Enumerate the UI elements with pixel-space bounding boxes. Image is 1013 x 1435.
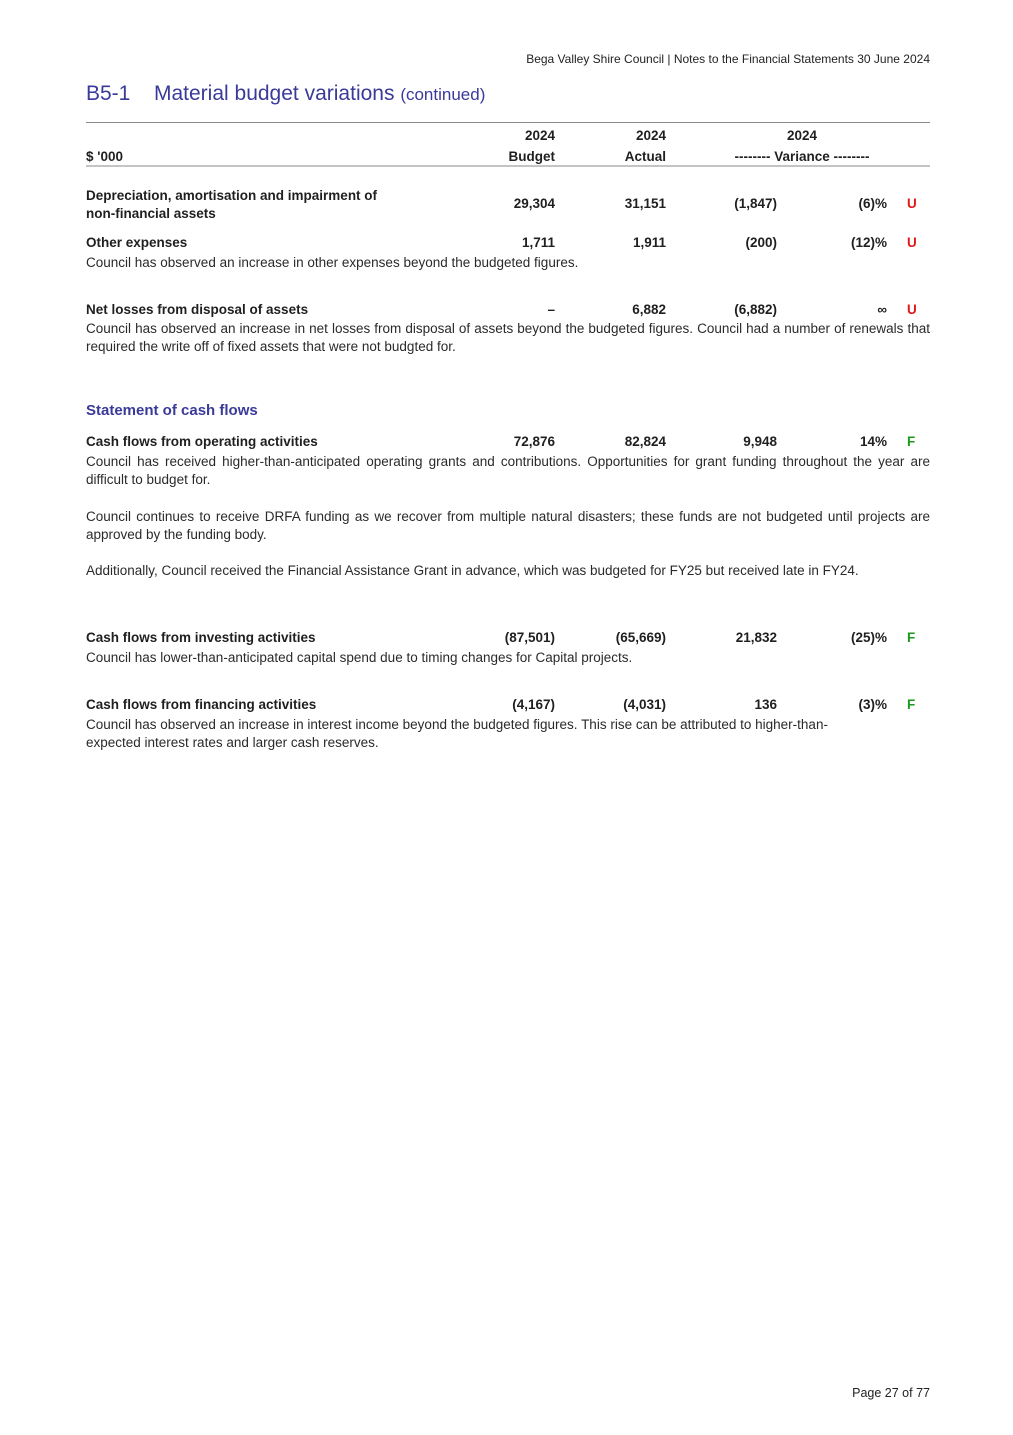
operating-actual: 82,824 <box>624 434 666 449</box>
row-label-operating: Cash flows from operating activities <box>86 434 318 449</box>
page-number: Page 27 of 77 <box>852 1386 930 1400</box>
variance-label-header: -------- Variance -------- <box>734 149 870 164</box>
section-title-text: Material budget variations <box>154 82 395 105</box>
table-header-bottom-rule <box>86 165 930 167</box>
financing-variance: 136 <box>754 697 777 712</box>
operating-note-2: Council continues to receive DRFA funding as we recover from multiple natural disasters; these funds are not budgeted until projects are approved by the funding body. <box>86 509 930 542</box>
net-losses-variance: (6,882) <box>734 302 777 317</box>
other-expenses-flag: U <box>907 235 917 250</box>
financing-note: Council has observed an increase in interest income beyond the budgeted figures. This rise can be attributed to higher-than-expected interest rates and larger cash reserves. <box>86 717 828 750</box>
operating-note-1: Council has received higher-than-anticipated operating grants and contributions. Opportunities for grant funding throughout the year are difficult to budget for. <box>86 454 930 487</box>
net-losses-actual: 6,882 <box>632 302 666 317</box>
section-title <box>86 82 485 106</box>
investing-variance-pct: (25)% <box>850 630 887 645</box>
depreciation-budget: 29,304 <box>513 196 555 211</box>
investing-actual: (65,669) <box>615 630 666 645</box>
investing-flag: F <box>907 630 916 645</box>
financing-actual: (4,031) <box>623 697 666 712</box>
section-title-suffix: (continued) <box>400 85 486 104</box>
financing-variance-pct: (3)% <box>858 697 887 712</box>
section-number: B5-1 <box>86 82 131 105</box>
net-losses-note: Council has observed an increase in net losses from disposal of assets beyond the budgeted figures. Council had a number of renewals that required the write off of fixed assets that were not budgted for. <box>86 321 930 354</box>
actual-label-header: Actual <box>624 149 666 164</box>
net-losses-flag: U <box>907 302 917 317</box>
operating-note-3: Additionally, Council received the Financial Assistance Grant in advance, which was budgeted for FY25 but received late in FY24. <box>86 563 859 578</box>
table-header-top-rule <box>86 122 930 123</box>
row-label-other-expenses: Other expenses <box>86 235 188 250</box>
row-label-investing: Cash flows from investing activities <box>86 630 316 645</box>
depreciation-flag: U <box>907 196 917 211</box>
row-label-financing: Cash flows from financing activities <box>86 697 317 712</box>
depreciation-actual: 31,151 <box>624 196 666 211</box>
other-expenses-actual: 1,911 <box>632 235 666 250</box>
other-expenses-budget: 1,711 <box>521 235 555 250</box>
investing-budget: (87,501) <box>504 630 555 645</box>
operating-budget: 72,876 <box>513 434 555 449</box>
investing-variance: 21,832 <box>735 630 777 645</box>
actual-year-header: 2024 <box>635 128 666 143</box>
budget-label-header: Budget <box>508 149 555 164</box>
operating-variance: 9,948 <box>743 434 777 449</box>
financing-budget: (4,167) <box>512 697 555 712</box>
page-header: Bega Valley Shire Council | Notes to the Financial Statements 30 June 2024 <box>526 52 930 66</box>
depreciation-variance-pct: (6)% <box>858 196 887 211</box>
other-expenses-variance: (200) <box>745 235 777 250</box>
investing-note: Council has lower-than-anticipated capital spend due to timing changes for Capital projects. <box>86 650 633 665</box>
depreciation-variance: (1,847) <box>734 196 777 211</box>
net-losses-budget: – <box>547 302 555 317</box>
net-losses-variance-pct: ∞ <box>877 302 887 317</box>
variance-year-header: 2024 <box>786 128 818 143</box>
financing-flag: F <box>907 697 916 712</box>
budget-year-header: 2024 <box>524 128 555 143</box>
row-label-net-losses: Net losses from disposal of assets <box>86 302 309 317</box>
cash-flows-heading: Statement of cash flows <box>86 402 258 419</box>
operating-flag: F <box>907 434 916 449</box>
other-expenses-variance-pct: (12)% <box>850 235 887 250</box>
operating-variance-pct: 14% <box>859 434 887 449</box>
row-label-depreciation: Depreciation, amortisation and impairment of non-financial assets <box>86 188 378 221</box>
unit-header: $ '000 <box>86 149 123 164</box>
other-expenses-note: Council has observed an increase in other expenses beyond the budgeted figures. <box>86 255 579 270</box>
